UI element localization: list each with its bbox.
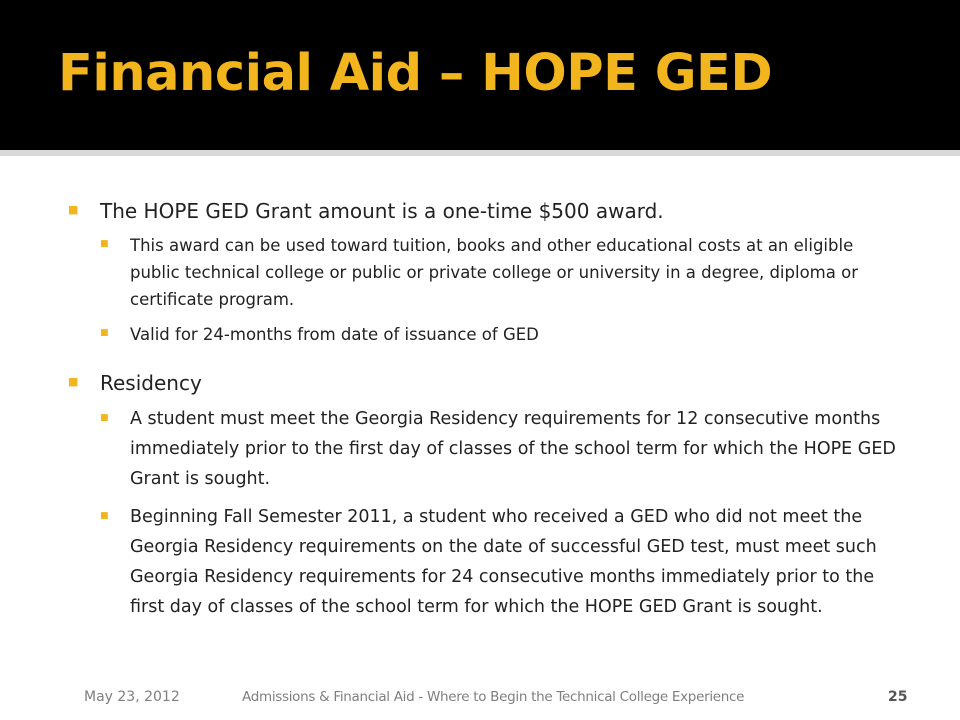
title-bar xyxy=(0,0,960,150)
square-bullet-icon: ■ xyxy=(100,511,109,521)
square-bullet-icon: ■ xyxy=(100,328,109,338)
sub-bullet-text: Beginning Fall Semester 2011, a student who received a GED who did not meet the Georgia Residency requirements on the date of successful GED test, must meet such Georgia Residency requirements for 24 consecutive months immediately prior to the first day of classes of the school term for which the HOPE GED Grant is sought. xyxy=(130,507,877,617)
bullet-text: Residency xyxy=(100,371,202,395)
bullet-text: The HOPE GED Grant amount is a one-time $500 award. xyxy=(100,199,664,223)
sub-bullet-text: Valid for 24-months from date of issuance of GED xyxy=(130,325,539,344)
sub-bullet-item-residency-12-months xyxy=(100,404,908,494)
square-bullet-icon: ■ xyxy=(68,203,79,216)
title-divider xyxy=(0,150,960,156)
footer-title: Admissions & Financial Aid - Where to Begin the Technical College Experience xyxy=(242,689,745,705)
square-bullet-icon: ■ xyxy=(100,413,109,423)
sub-bullet-item-residency-24-months xyxy=(100,502,908,622)
square-bullet-icon: ■ xyxy=(100,239,109,249)
bullet-item-residency xyxy=(68,368,908,398)
sub-bullet-text: This award can be used toward tuition, books and other educational costs at an eligible public technical college or public or private college or university in a degree, diploma or certificate program. xyxy=(130,236,858,309)
sub-bullet-text: A student must meet the Georgia Residency requirements for 12 consecutive months immediately prior to the first day of classes of the school term for which the HOPE GED Grant is sought. xyxy=(130,409,896,489)
bullet-item-grant-amount xyxy=(68,196,908,226)
spacer xyxy=(68,356,908,368)
square-bullet-icon: ■ xyxy=(68,375,79,388)
sub-bullet-item-award-use xyxy=(100,232,908,313)
slide-title: Financial Aid – HOPE GED xyxy=(58,44,773,103)
footer-date: May 23, 2012 xyxy=(84,689,180,705)
slide-content xyxy=(68,196,908,630)
sub-bullet-item-validity xyxy=(100,321,908,348)
page-number: 25 xyxy=(888,689,908,705)
